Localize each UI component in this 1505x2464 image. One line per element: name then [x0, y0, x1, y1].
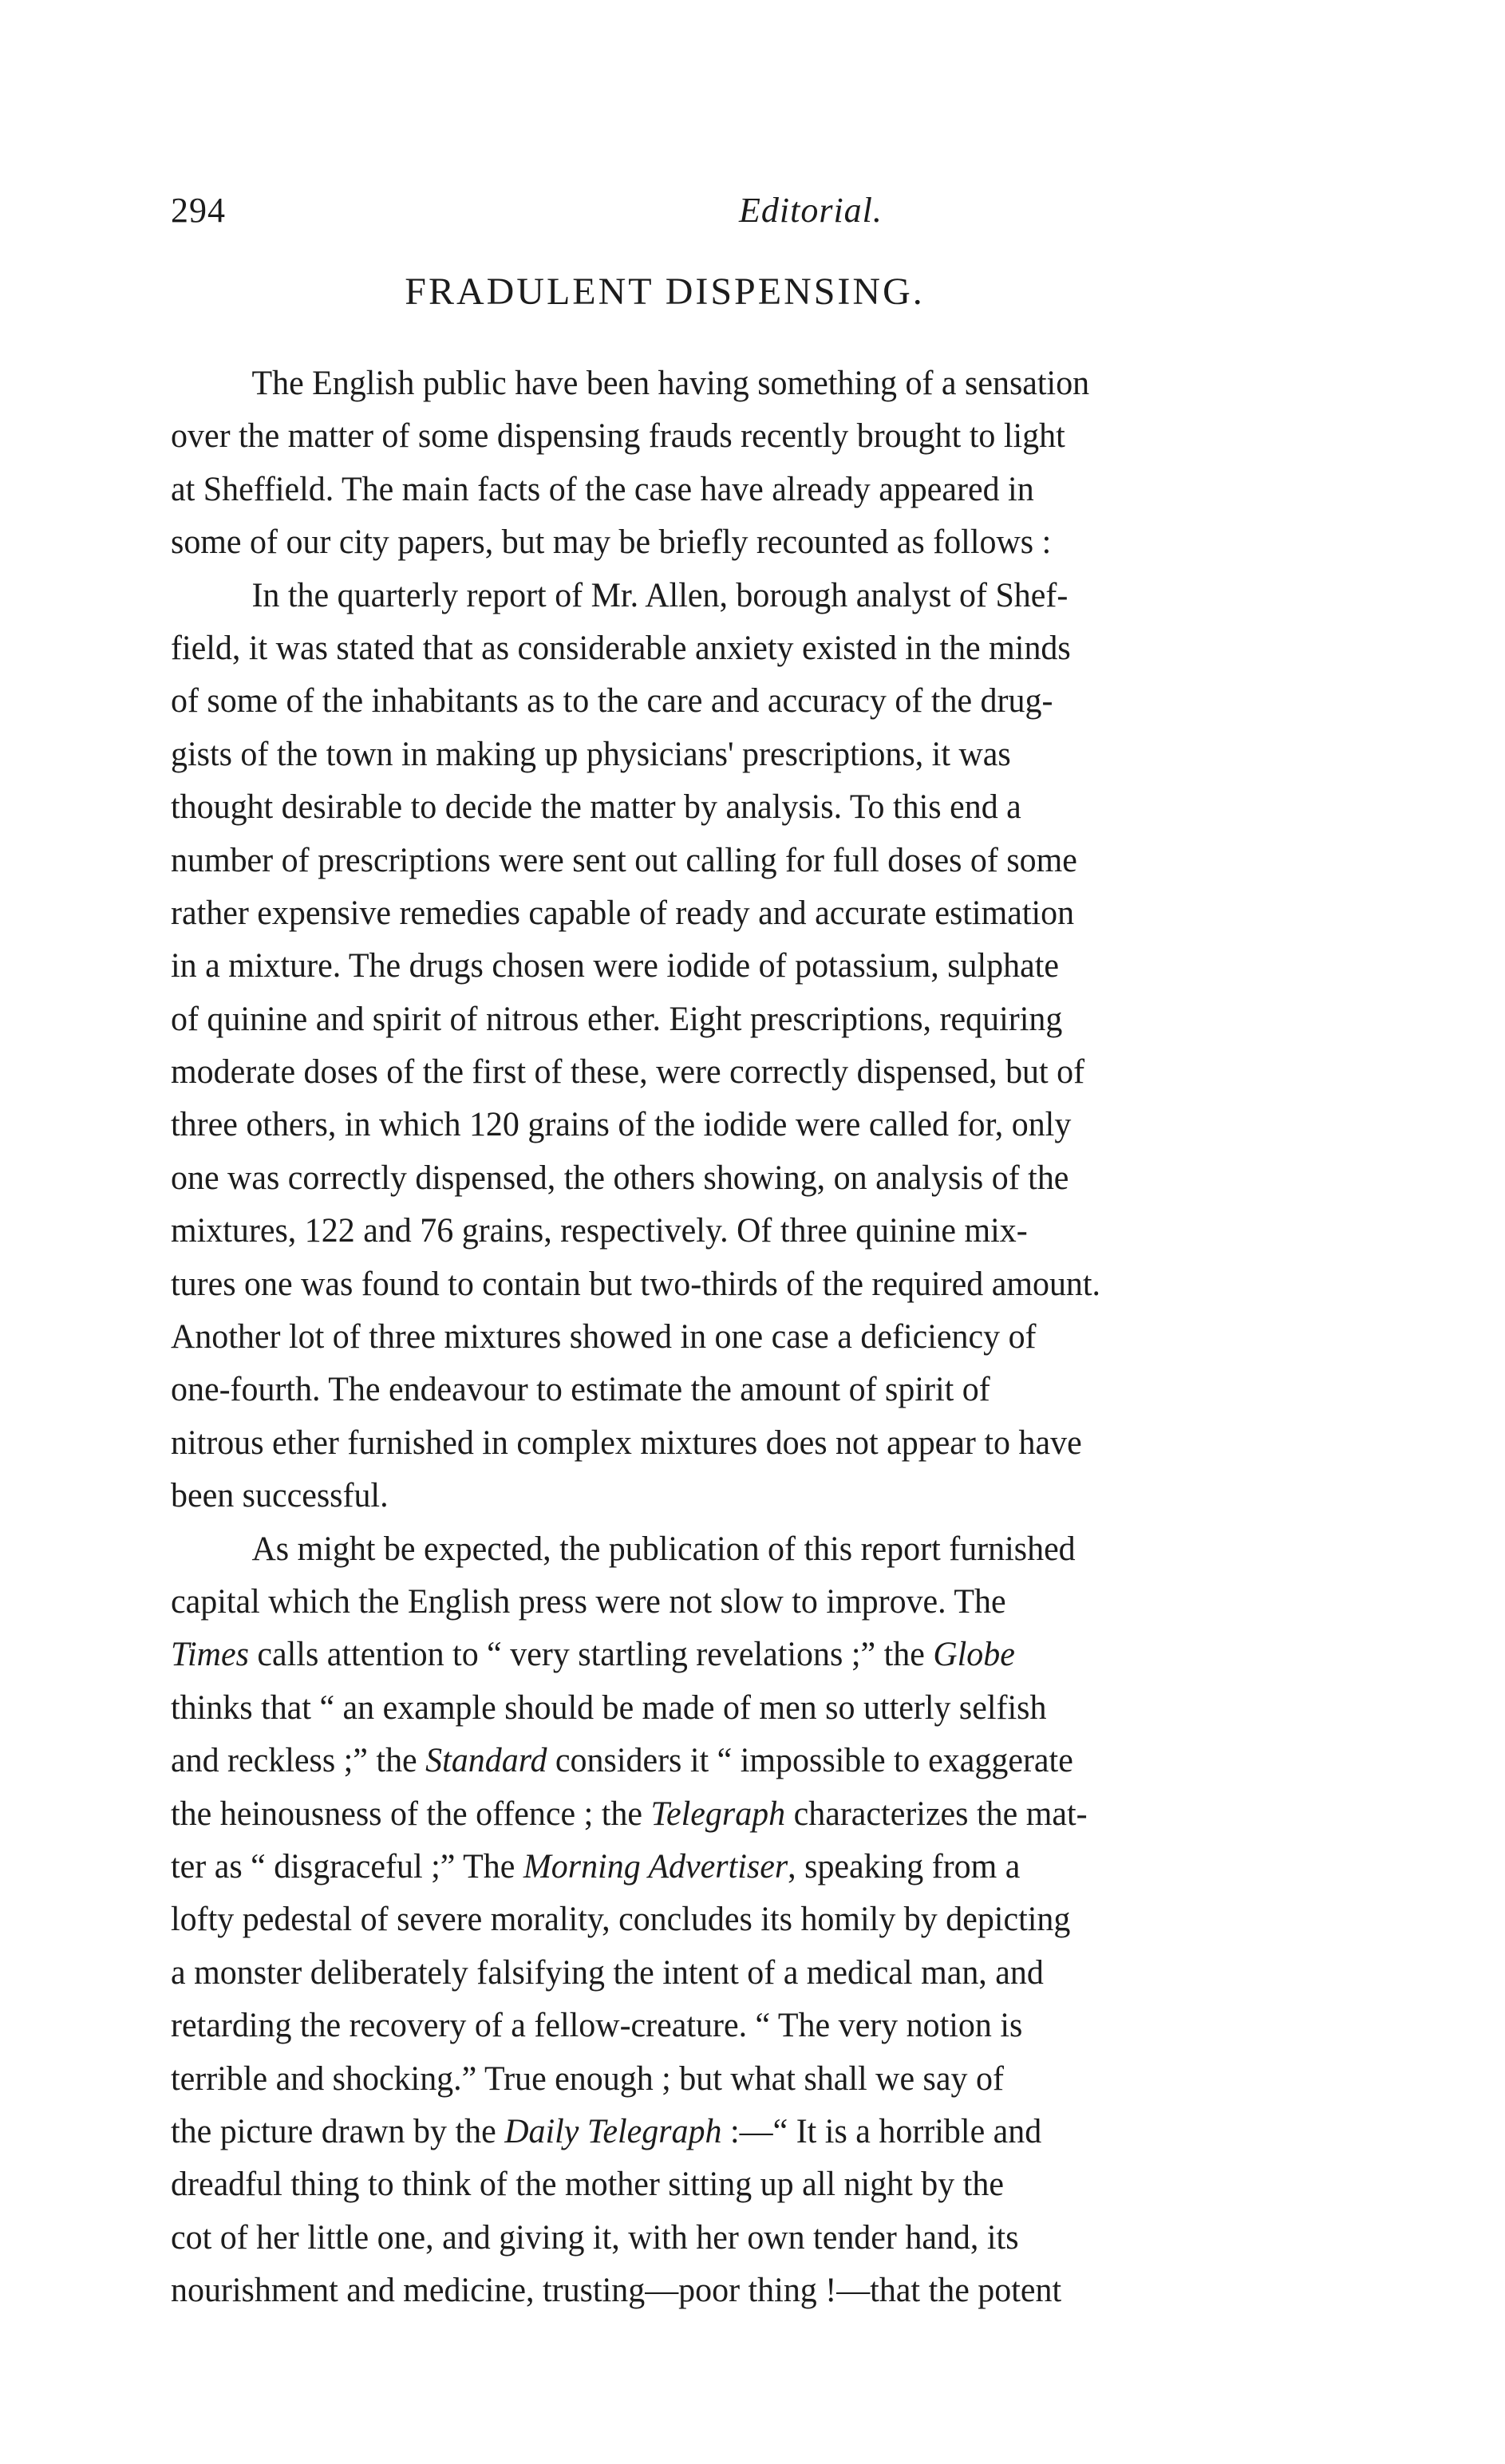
text-line: terrible and shocking.” True enough ; but what shall we say of: [171, 2059, 1004, 2098]
text-line: some of our city papers, but may be briefly recounted as follows :: [171, 523, 1052, 562]
paragraph-3: [171, 1523, 1479, 2318]
page-number: 294: [171, 191, 226, 230]
text-line: In the quarterly report of Mr. Allen, borough analyst of Shef-: [251, 576, 1069, 614]
text-line: the heinousness of the offence ; the Telegraph characterizes the mat-: [171, 1795, 1088, 1833]
text-line: gists of the town in making up physicians' prescriptions, it was: [171, 735, 1011, 773]
text-line: nitrous ether furnished in complex mixtures does not appear to have: [171, 1424, 1082, 1462]
text-line: a monster deliberately falsifying the intent of a medical man, and: [171, 1953, 1044, 1992]
article-body: [171, 357, 1479, 2317]
text-line: one was correctly dispensed, the others showing, on analysis of the: [171, 1159, 1069, 1197]
paragraph-1: [171, 357, 1479, 570]
text-line: retarding the recovery of a fellow-creature. “ The very notion is: [171, 2007, 1023, 2045]
text-line: over the matter of some dispensing frauds recently brought to light: [171, 417, 1065, 456]
running-header: [171, 190, 1448, 238]
text-line: nourishment and medicine, trusting—poor thing !—that the potent: [171, 2272, 1062, 2310]
text-line: Times calls attention to “ very startling revelations ;” the Globe: [171, 1636, 1015, 1674]
text-line: three others, in which 120 grains of the iodide were called for, only: [171, 1106, 1072, 1144]
running-title: Editorial.: [739, 191, 883, 230]
text-line: of quinine and spirit of nitrous ether. Eight prescriptions, requiring: [171, 1000, 1063, 1038]
text-line: moderate doses of the first of these, were correctly dispensed, but of: [171, 1053, 1085, 1092]
text-line: number of prescriptions were sent out calling for full doses of some: [171, 841, 1077, 879]
text-line: tures one was found to contain but two-thirds of the required amount.: [171, 1265, 1101, 1303]
paragraph-2: [171, 570, 1479, 1523]
text-line: field, it was stated that as considerable anxiety existed in the minds: [171, 629, 1071, 667]
text-line: been successful.: [171, 1477, 389, 1515]
text-line: of some of the inhabitants as to the care and accuracy of the drug-: [171, 682, 1053, 721]
text-line: Another lot of three mixtures showed in one case a deficiency of: [171, 1318, 1037, 1356]
text-line: thinks that “ an example should be made of men so utterly selfish: [171, 1688, 1047, 1727]
text-line: As might be expected, the publication of this report furnished: [251, 1530, 1076, 1568]
text-line: capital which the English press were not slow to improve. The: [171, 1582, 1006, 1621]
text-line: and reckless ;” the Standard considers it “ impossible to exaggerate: [171, 1742, 1073, 1780]
article-title: FRADULENT DISPENSING.: [405, 270, 925, 313]
text-line: in a mixture. The drugs chosen were iodide of potassium, sulphate: [171, 947, 1060, 985]
text-line: cot of her little one, and giving it, with her own tender hand, its: [171, 2218, 1019, 2257]
text-line: ter as “ disgraceful ;” The Morning Advertiser, speaking from a: [171, 1847, 1021, 1886]
text-line: thought desirable to decide the matter by analysis. To this end a: [171, 788, 1021, 827]
text-line: one-fourth. The endeavour to estimate the amount of spirit of: [171, 1371, 990, 1409]
text-line: rather expensive remedies capable of ready and accurate estimation: [171, 894, 1075, 932]
text-line: dreadful thing to think of the mother sitting up all night by the: [171, 2166, 1004, 2204]
text-line: The English public have been having something of a sensation: [251, 365, 1090, 402]
text-line: the picture drawn by the Daily Telegraph :—“ It is a horrible and: [171, 2112, 1042, 2150]
text-line: lofty pedestal of severe morality, concludes its homily by depicting: [171, 1901, 1071, 1939]
text-line: at Sheffield. The main facts of the case have already appeared in: [171, 470, 1034, 508]
text-line: mixtures, 122 and 76 grains, respectively. Of three quinine mix-: [171, 1212, 1028, 1250]
